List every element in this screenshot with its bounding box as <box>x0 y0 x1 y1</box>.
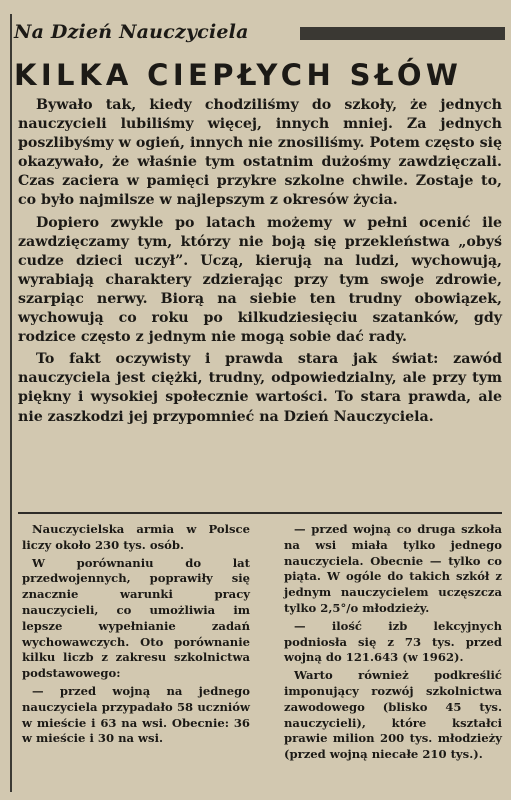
lead-paragraph: Bywało tak, kiedy chodziliśmy do szkoły, że jednych nauczycieli lubiliśmy więcej, innych mniej. Za jednych poszlibyśmy w ogień, innych nie znosiliśmy. Potem często się okazywało, że właśnie tym ostatnim dużośmy zawdzięczali. Czas zaciera w pamięci przykre szkolne chwile. Zostaje to, co było najmilsze w najlepszym z okresów życia. <box>18 97 502 209</box>
rubric-text: Na Dzień Nauczyciela <box>14 21 249 43</box>
lead-paragraph: Dopiero zwykle po latach możemy w pełni ocenić ile zawdzięczamy tym, którzy nie boją się przekleństwa „obyś cudze dzieci uczył”. Uczą, kierują na ludzi, wychowują, wyrabiają charaktery zdzierając przy tym swoje zdrowie, szarpiąc nerwy. Biorą na siebie ten trudny obowiązek, wychowują co roku po kilkudziesięciu szatanków, gdy rodzice często z jednym nie mogą sobie dać rady. <box>18 214 502 346</box>
headline: KILKA CIEPŁYCH SŁÓW <box>14 58 463 92</box>
column-paragraph: Warto również podkreślić imponujący rozwój szkolnictwa zawodowego (blisko 45 tys. nauczycieli), które kształci prawie milion 200 tys. młodzieży (przed wojną niecałe 210 tys.). <box>284 668 502 762</box>
lead-text <box>18 96 502 430</box>
column-paragraph: W porównaniu do lat przedwojennych, poprawiły się znacznie warunki pracy nauczycieli, co umożliwia im lepsze wypełnianie zadań wychowawczych. Oto porównanie kilku liczb z zakresu szkolnictwa podstawowego: <box>22 555 250 681</box>
right-column <box>284 522 502 765</box>
rubric <box>14 20 249 44</box>
column-paragraph: — przed wojną co druga szkoła na wsi miała tylko jednego nauczyciela. Obecnie — tylko co piąta. W ogóle do takich szkół z jednym nauczycielem uczęszcza tylko 2,5°/o młodzieży. <box>284 522 502 615</box>
column-paragraph: — ilość izb lekcyjnych podniosła się z 73 tys. przed wojną do 121.643 (w 1962). <box>284 618 502 665</box>
lead-paragraph: To fakt oczywisty i prawda stara jak świat: zawód nauczyciela jest ciężki, trudny, odpowiedzialny, ale przy tym piękny i wysokiej społecznie wartości. To stara prawda, ale nie zaszkodzi jej przypomnieć na Dzień Nauczyciela. <box>18 351 502 425</box>
column-paragraph: — przed wojną na jednego nauczyciela przypadało 58 uczniów w mieście i 63 na wsi. Obecnie: 36 w mieście i 30 na wsi. <box>22 683 250 746</box>
rubric-bar <box>300 27 505 40</box>
section-divider <box>18 512 502 514</box>
column-paragraph: Nauczycielska armia w Polsce liczy około 230 tys. osób. <box>22 522 250 552</box>
left-column <box>22 522 250 749</box>
